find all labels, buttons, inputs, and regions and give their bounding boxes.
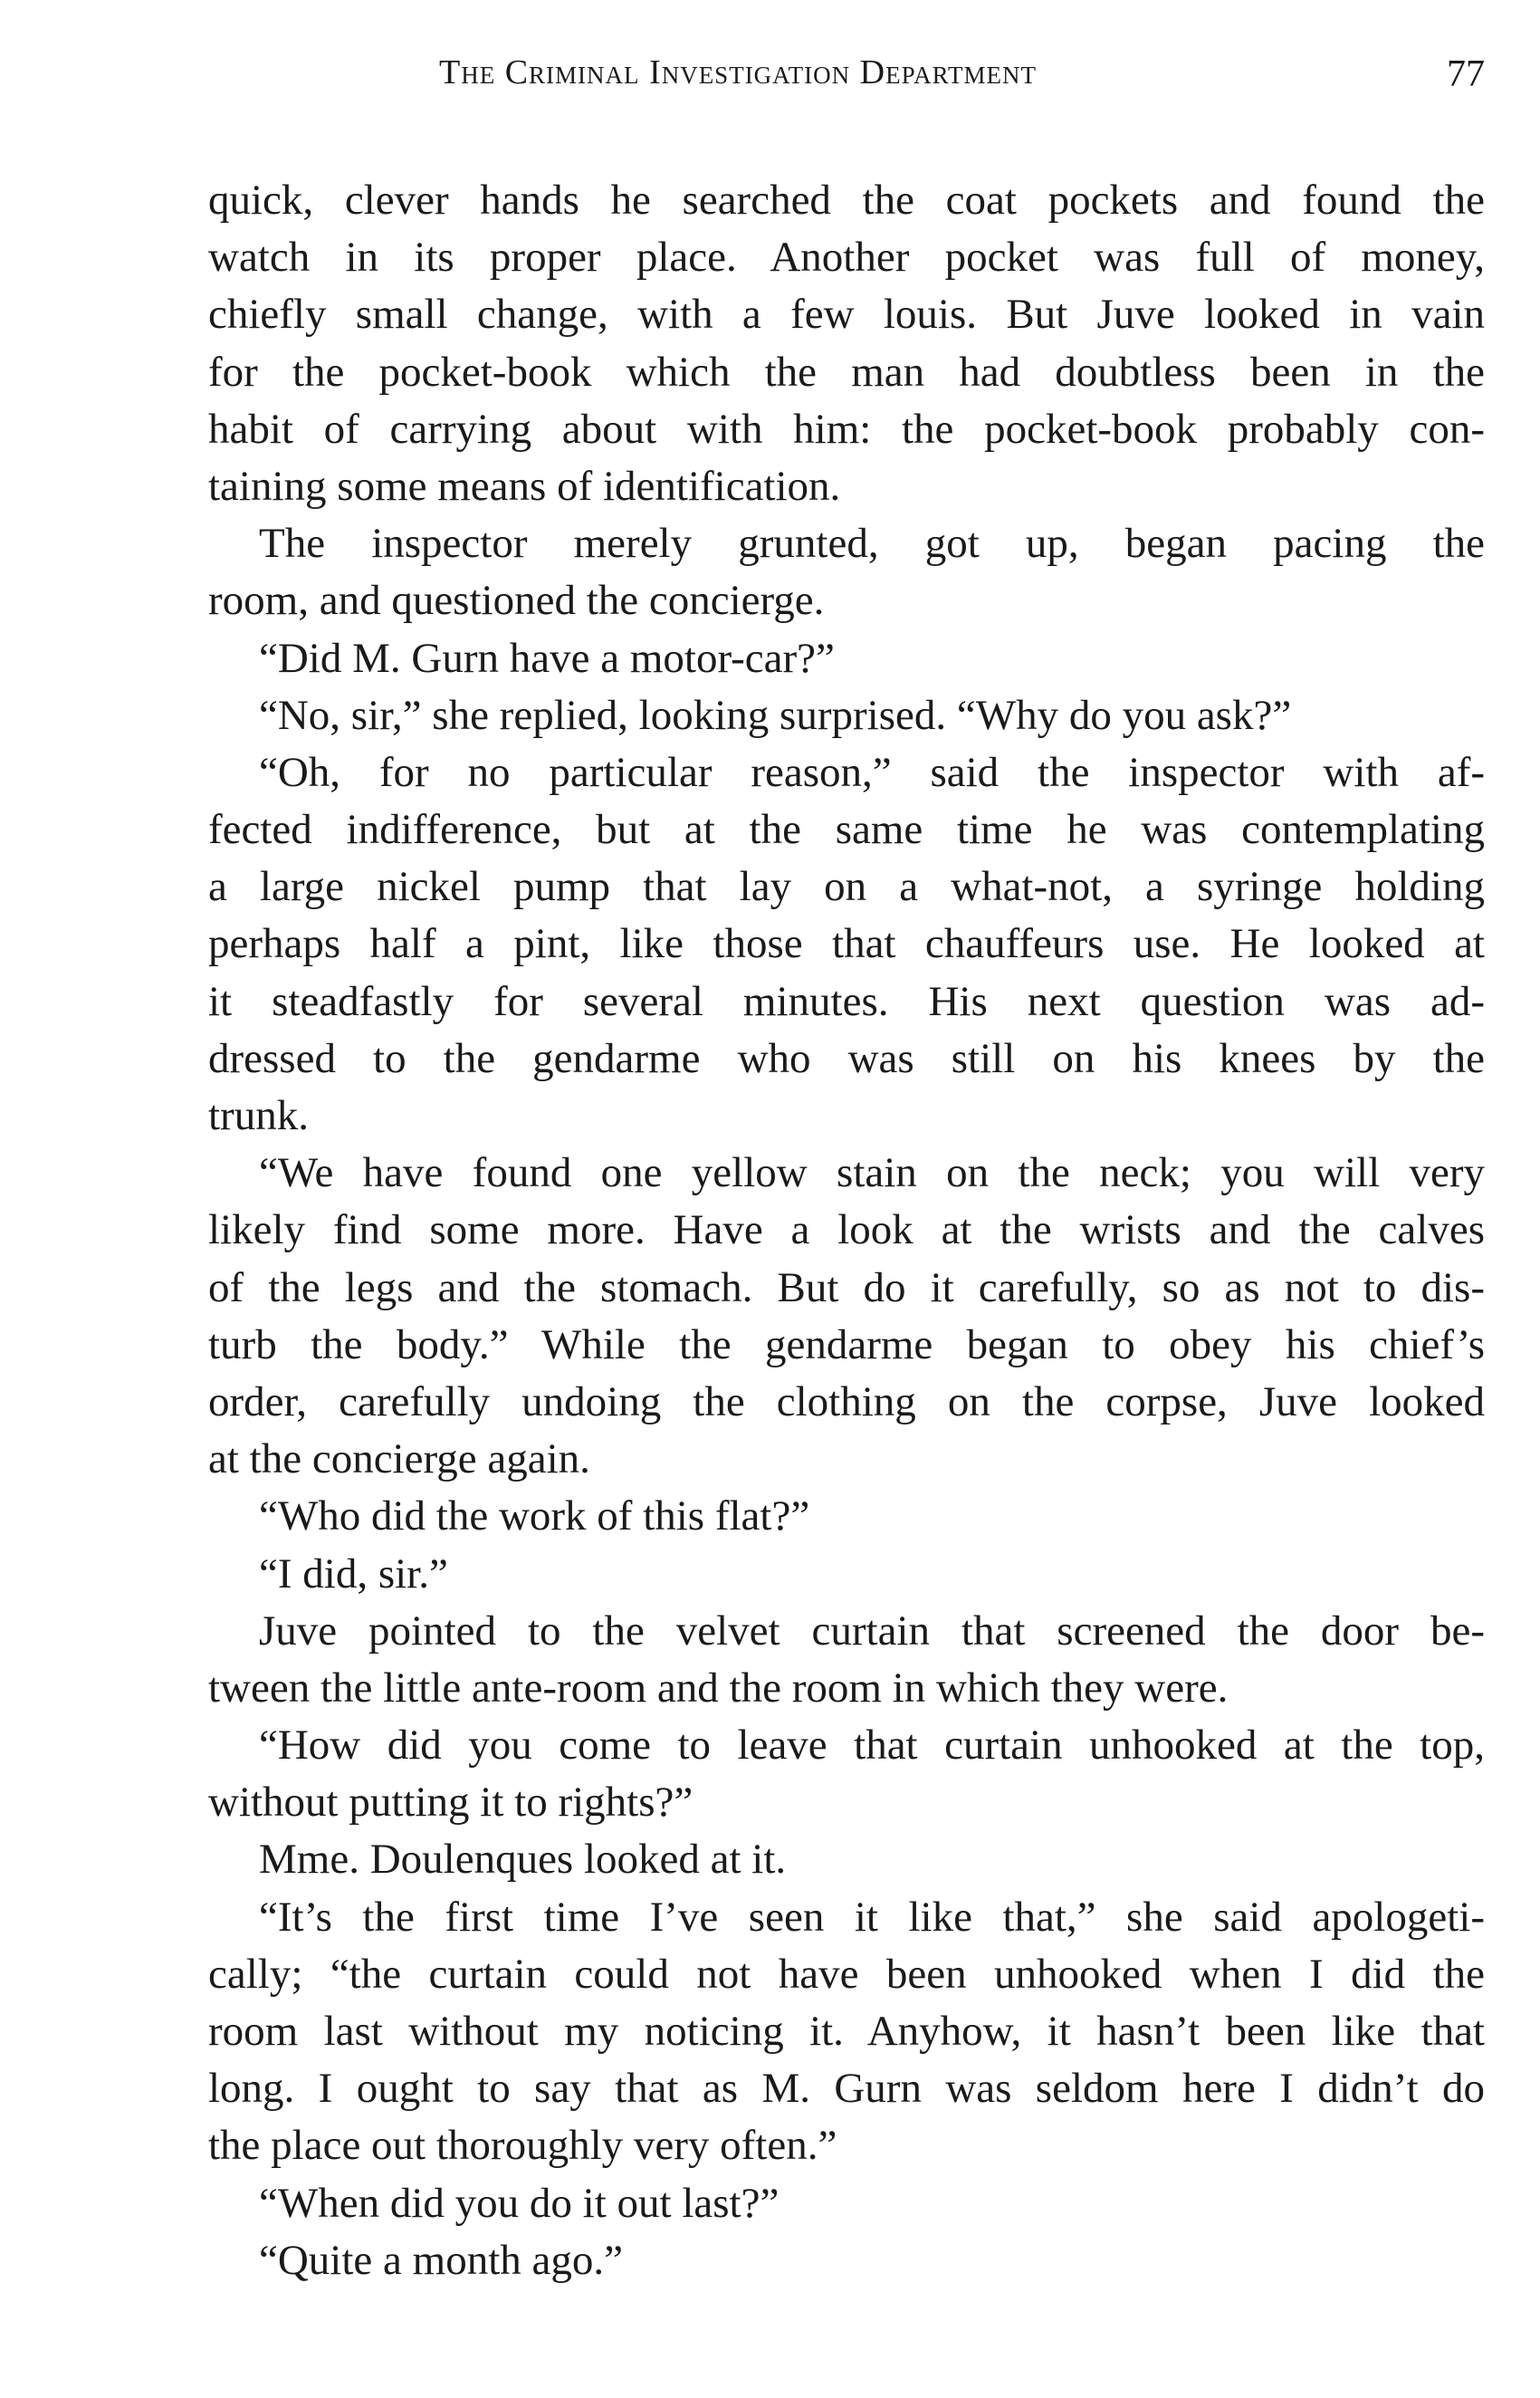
- text-line: dressed to the gendarme who was still on his knees by the: [208, 1034, 1485, 1082]
- text-line: room last without my noticing it. Anyhow, it hasn’t been like that: [208, 2008, 1485, 2055]
- text-line: “It’s the first time I’ve seen it like that,” she said apologeti-: [259, 1893, 1485, 1941]
- running-head: [208, 53, 1485, 107]
- text-line: watch in its proper place. Another pocket was full of money,: [208, 234, 1485, 282]
- text-line: “Who did the work of this flat?”: [259, 1492, 810, 1540]
- text-line: The inspector merely grunted, got up, began pacing the: [259, 520, 1485, 568]
- text-line: taining some means of identification.: [208, 462, 841, 510]
- text-line: “We have found one yellow stain on the neck; you will very: [259, 1149, 1485, 1197]
- text-line: at the concierge again.: [208, 1435, 590, 1483]
- text-line: fected indifference, but at the same time he was contemplating: [208, 806, 1485, 854]
- text-line: for the pocket-book which the man had doubtless been in the: [208, 348, 1485, 396]
- page-number: 77: [1447, 53, 1485, 95]
- text-line: “I did, sir.”: [259, 1549, 448, 1597]
- text-line: “When did you do it out last?”: [259, 2179, 780, 2227]
- text-line: Mme. Doulenques looked at it.: [259, 1836, 787, 1884]
- running-title: The Criminal Investigation Department: [439, 53, 1038, 91]
- text-line: tween the little ante-room and the room in which they were.: [208, 1664, 1229, 1712]
- text-line: likely find some more. Have a look at the wrists and the calves: [208, 1206, 1485, 1254]
- text-line: “Oh, for no particular reason,” said the inspector with af-: [259, 748, 1485, 796]
- text-line: long. I ought to say that as M. Gurn was seldom here I didn’t do: [208, 2065, 1485, 2113]
- text-line: perhaps half a pint, like those that chauffeurs use. He looked at: [208, 920, 1485, 968]
- text-line: “How did you come to leave that curtain unhooked at the top,: [259, 1722, 1485, 1770]
- text-line: it steadfastly for several minutes. His next question was ad-: [208, 977, 1485, 1025]
- text-line: chiefly small change, with a few louis. But Juve looked in vain: [208, 291, 1485, 339]
- text-line: Juve pointed to the velvet curtain that screened the door be-: [259, 1607, 1485, 1655]
- text-line: “Did M. Gurn have a motor-car?”: [259, 634, 835, 682]
- text-line: quick, clever hands he searched the coat pockets and found the: [208, 177, 1485, 224]
- text-line: order, carefully undoing the clothing on the corpse, Juve looked: [208, 1377, 1485, 1425]
- text-line: the place out thoroughly very often.”: [208, 2122, 837, 2170]
- body-text: [208, 172, 1485, 2289]
- text-line: room, and questioned the concierge.: [208, 577, 825, 625]
- text-line: “No, sir,” she replied, looking surprised. “Why do you ask?”: [259, 691, 1292, 739]
- text-line: turb the body.” While the gendarme began to obey his chief’s: [208, 1320, 1485, 1368]
- text-line: cally; “the curtain could not have been unhooked when I did the: [208, 1950, 1485, 1998]
- text-line: trunk.: [208, 1092, 309, 1139]
- text-line: without putting it to rights?”: [208, 1779, 693, 1827]
- text-line: of the legs and the stomach. But do it carefully, so as not to dis-: [208, 1263, 1485, 1311]
- text-line: habit of carrying about with him: the pocket-book probably con-: [208, 405, 1485, 453]
- text-line: “Quite a month ago.”: [259, 2236, 623, 2284]
- text-line: a large nickel pump that lay on a what-not, a syringe holding: [208, 863, 1485, 911]
